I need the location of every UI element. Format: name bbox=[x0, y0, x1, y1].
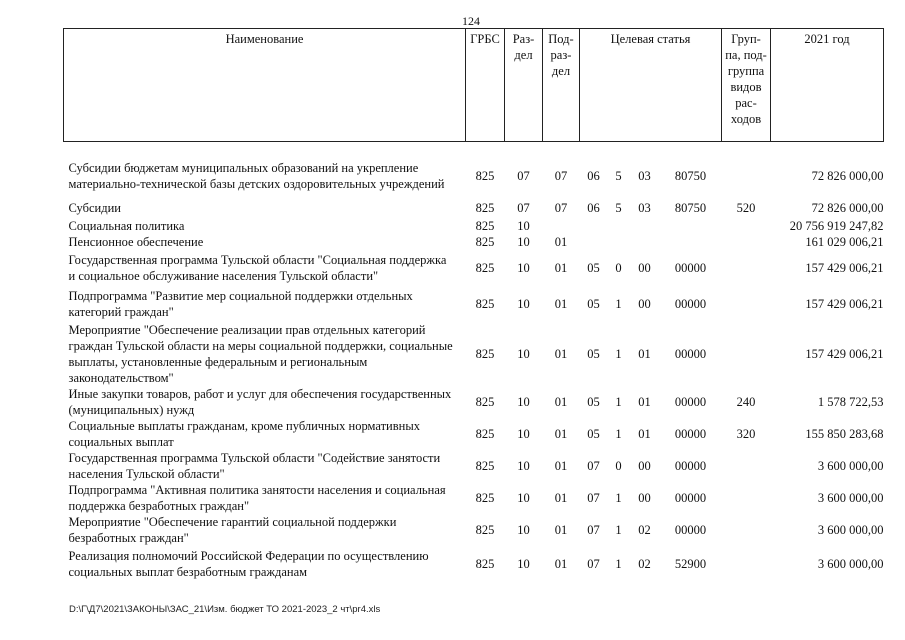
header-year: 2021 год bbox=[771, 29, 884, 142]
header-name: Наименование bbox=[64, 29, 466, 142]
row-group bbox=[722, 450, 771, 482]
row-t4: 80750 bbox=[674, 201, 707, 215]
table-row bbox=[64, 198, 884, 218]
row-podrazdel: 01 bbox=[554, 491, 568, 505]
row-razdel: 10 bbox=[517, 235, 530, 249]
row-t3: 01 bbox=[638, 427, 651, 441]
row-razdel: 10 bbox=[517, 395, 530, 409]
row-sum: 155 850 283,68 bbox=[805, 427, 884, 441]
row-razdel: 10 bbox=[517, 459, 530, 473]
row-name: Субсидии бюджетам муниципальных образований на укрепление материально-технической базы детских оздоровительных учреждений bbox=[68, 161, 445, 191]
row-name: Государственная программа Тульской области "Содействие занятости населения Тульской области" bbox=[68, 451, 441, 481]
table-row bbox=[64, 154, 884, 198]
row-group bbox=[722, 154, 771, 198]
row-sum: 72 826 000,00 bbox=[811, 201, 884, 215]
row-podrazdel: 01 bbox=[554, 395, 568, 409]
row-t1: 05 bbox=[587, 427, 600, 441]
table-row bbox=[64, 450, 884, 482]
row-t4: 00000 bbox=[674, 523, 707, 537]
row-podrazdel: 01 bbox=[554, 523, 568, 537]
row-grbs: 825 bbox=[475, 459, 495, 473]
table-row bbox=[64, 218, 884, 234]
table-row bbox=[64, 250, 884, 286]
table-row bbox=[64, 514, 884, 546]
row-grbs: 825 bbox=[475, 395, 495, 409]
row-podrazdel: 01 bbox=[554, 347, 568, 361]
row-name: Субсидии bbox=[68, 201, 121, 215]
row-sum: 1 578 722,53 bbox=[817, 395, 884, 409]
row-t4: 00000 bbox=[674, 395, 707, 409]
table-body bbox=[64, 142, 884, 583]
row-podrazdel: 01 bbox=[554, 235, 568, 249]
row-t2: 0 bbox=[615, 459, 622, 473]
row-podrazdel: 01 bbox=[554, 459, 568, 473]
row-t3: 00 bbox=[638, 261, 651, 275]
row-sum: 3 600 000,00 bbox=[817, 557, 884, 571]
row-razdel: 07 bbox=[517, 169, 530, 183]
row-group: 520 bbox=[736, 201, 756, 215]
row-podrazdel bbox=[543, 218, 580, 234]
table-header-row bbox=[64, 29, 884, 142]
row-podrazdel: 07 bbox=[554, 169, 568, 183]
row-podrazdel: 01 bbox=[554, 261, 568, 275]
row-group: 240 bbox=[736, 395, 756, 409]
row-group bbox=[722, 250, 771, 286]
file-path-footer: D:\Г\Д7\2021\ЗАКОНЫ\ЗАС_21\Изм. бюджет ТО 2021-2023_2 чт\pr4.xls bbox=[69, 604, 381, 615]
row-t3 bbox=[630, 218, 660, 234]
row-grbs: 825 bbox=[475, 523, 495, 537]
row-t2: 5 bbox=[615, 201, 622, 215]
row-t1: 05 bbox=[587, 297, 600, 311]
row-group bbox=[722, 546, 771, 582]
row-grbs: 825 bbox=[475, 427, 495, 441]
row-grbs: 825 bbox=[475, 297, 495, 311]
row-t1: 06 bbox=[587, 201, 600, 215]
row-razdel: 10 bbox=[517, 219, 530, 233]
row-t2 bbox=[608, 218, 630, 234]
row-t1: 05 bbox=[587, 347, 600, 361]
row-name: Пенсионное обеспечение bbox=[68, 235, 204, 249]
row-t2: 1 bbox=[615, 427, 622, 441]
row-t4: 00000 bbox=[674, 459, 707, 473]
row-t4: 00000 bbox=[674, 427, 707, 441]
table-row bbox=[64, 386, 884, 418]
table-row bbox=[64, 482, 884, 514]
header-target: Целевая статья bbox=[580, 29, 722, 142]
row-t2 bbox=[608, 234, 630, 250]
row-t1: 07 bbox=[587, 459, 600, 473]
row-t1 bbox=[580, 218, 608, 234]
row-t4 bbox=[660, 218, 722, 234]
row-name: Подпрограмма "Развитие мер социальной поддержки отдельных категорий граждан" bbox=[68, 289, 413, 319]
row-t3: 03 bbox=[638, 201, 651, 215]
row-t4: 00000 bbox=[674, 261, 707, 275]
row-sum: 3 600 000,00 bbox=[817, 491, 884, 505]
row-grbs: 825 bbox=[475, 201, 495, 215]
row-name: Социальные выплаты гражданам, кроме публичных нормативных социальных выплат bbox=[68, 419, 420, 449]
row-name: Мероприятие "Обеспечение реализации прав отдельных категорий граждан Тульской области на меры социальной поддержки, социальные выплаты, установленные федеральным и региональным законодательством" bbox=[68, 323, 453, 385]
row-t2: 1 bbox=[615, 297, 622, 311]
row-sum: 157 429 006,21 bbox=[805, 347, 884, 361]
row-name: Реализация полномочий Российской Федерации по осуществлению социальных выплат безработным гражданам bbox=[68, 549, 429, 579]
table-row bbox=[64, 286, 884, 322]
row-t3: 01 bbox=[638, 395, 651, 409]
row-t2: 1 bbox=[615, 523, 622, 537]
row-t1: 07 bbox=[587, 491, 600, 505]
row-name: Государственная программа Тульской области "Социальная поддержка и социальное обслуживание населения Тульской области" bbox=[68, 253, 447, 283]
row-sum: 20 756 919 247,82 bbox=[789, 219, 884, 233]
row-t1: 07 bbox=[587, 523, 600, 537]
row-t3: 00 bbox=[638, 459, 651, 473]
row-t1: 05 bbox=[587, 261, 600, 275]
row-group bbox=[722, 218, 771, 234]
row-sum: 157 429 006,21 bbox=[805, 297, 884, 311]
row-sum: 161 029 006,21 bbox=[805, 235, 884, 249]
row-podrazdel: 01 bbox=[554, 297, 568, 311]
row-podrazdel: 07 bbox=[554, 201, 568, 215]
table-row bbox=[64, 418, 884, 450]
row-t2: 1 bbox=[615, 557, 622, 571]
row-podrazdel: 01 bbox=[554, 557, 568, 571]
row-grbs: 825 bbox=[475, 261, 495, 275]
row-razdel: 10 bbox=[517, 347, 530, 361]
header-grbs: ГРБС bbox=[466, 29, 505, 142]
row-t3: 02 bbox=[638, 523, 651, 537]
row-group: 320 bbox=[736, 427, 756, 441]
row-t3: 03 bbox=[638, 169, 651, 183]
row-name: Мероприятие "Обеспечение гарантий социальной поддержки безработных граждан" bbox=[68, 515, 397, 545]
header-razdel: Раз- дел bbox=[505, 29, 543, 142]
row-t1: 07 bbox=[587, 557, 600, 571]
row-t1 bbox=[580, 234, 608, 250]
row-t3 bbox=[630, 234, 660, 250]
row-sum: 72 826 000,00 bbox=[811, 169, 884, 183]
row-t2: 1 bbox=[615, 347, 622, 361]
row-group bbox=[722, 322, 771, 386]
row-razdel: 10 bbox=[517, 297, 530, 311]
row-t4: 00000 bbox=[674, 297, 707, 311]
row-grbs: 825 bbox=[475, 491, 495, 505]
row-grbs: 825 bbox=[475, 169, 495, 183]
row-razdel: 10 bbox=[517, 491, 530, 505]
row-t1: 05 bbox=[587, 395, 600, 409]
row-t3: 00 bbox=[638, 491, 651, 505]
row-grbs: 825 bbox=[475, 347, 495, 361]
row-t4 bbox=[660, 234, 722, 250]
row-group bbox=[722, 514, 771, 546]
row-t2: 1 bbox=[615, 395, 622, 409]
row-grbs: 825 bbox=[475, 557, 495, 571]
row-grbs: 825 bbox=[475, 219, 495, 233]
row-grbs: 825 bbox=[475, 235, 495, 249]
header-group: Груп- па, под- группа видов рас- ходов bbox=[722, 29, 771, 142]
row-t4: 00000 bbox=[674, 491, 707, 505]
header-podrazdel: Под- раз- дел bbox=[543, 29, 580, 142]
row-razdel: 10 bbox=[517, 427, 530, 441]
table-row bbox=[64, 546, 884, 582]
row-sum: 3 600 000,00 bbox=[817, 523, 884, 537]
row-group bbox=[722, 234, 771, 250]
row-t4: 00000 bbox=[674, 347, 707, 361]
row-name: Подпрограмма "Активная политика занятости населения и социальная поддержка безработных граждан" bbox=[68, 483, 446, 513]
row-podrazdel: 01 bbox=[554, 427, 568, 441]
row-t3: 02 bbox=[638, 557, 651, 571]
table-row bbox=[64, 322, 884, 386]
row-t2: 5 bbox=[615, 169, 622, 183]
page-number: 124 bbox=[462, 14, 480, 28]
row-razdel: 10 bbox=[517, 557, 530, 571]
row-t2: 0 bbox=[615, 261, 622, 275]
row-name: Социальная политика bbox=[68, 219, 185, 233]
table-row bbox=[64, 234, 884, 250]
row-t4: 80750 bbox=[674, 169, 707, 183]
row-t3: 00 bbox=[638, 297, 651, 311]
row-razdel: 10 bbox=[517, 261, 530, 275]
row-t4: 52900 bbox=[674, 557, 707, 571]
row-t2: 1 bbox=[615, 491, 622, 505]
row-name: Иные закупки товаров, работ и услуг для обеспечения государственных (муниципальных) нужд bbox=[68, 387, 452, 417]
row-sum: 3 600 000,00 bbox=[817, 459, 884, 473]
row-group bbox=[722, 482, 771, 514]
row-razdel: 07 bbox=[517, 201, 530, 215]
row-sum: 157 429 006,21 bbox=[805, 261, 884, 275]
budget-table bbox=[63, 28, 884, 582]
row-t1: 06 bbox=[587, 169, 600, 183]
row-razdel: 10 bbox=[517, 523, 530, 537]
row-t3: 01 bbox=[638, 347, 651, 361]
row-group bbox=[722, 286, 771, 322]
